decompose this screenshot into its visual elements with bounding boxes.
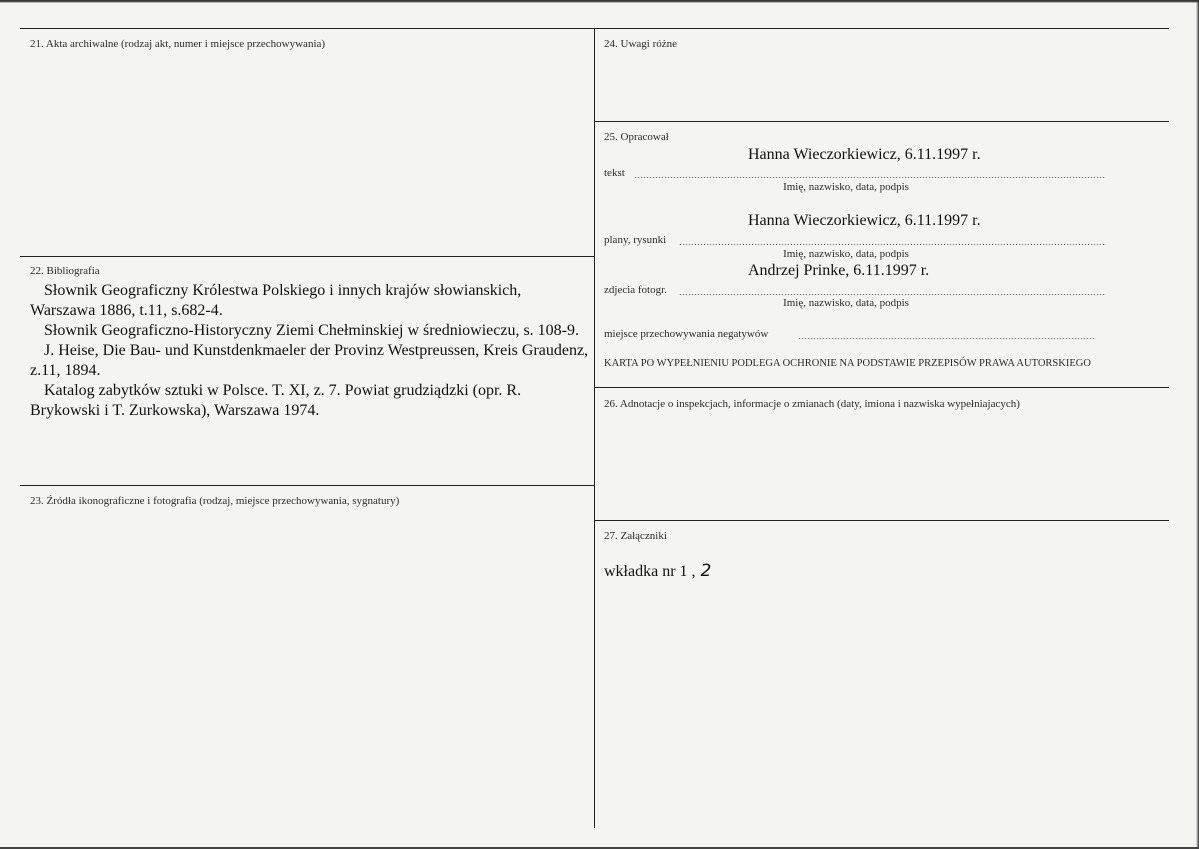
bibliography-entry: Słownik Geograficzny Królestwa Polskiego i innych krajów słowianskich, Warszawa 1886, t.11, s.682-4. [30, 282, 522, 319]
tekst-caption: Imię, nazwisko, data, podpis [783, 181, 909, 193]
plany-caption: Imię, nazwisko, data, podpis [783, 248, 909, 260]
divider-21-22 [20, 256, 594, 257]
bibliography-entry: J. Heise, Die Bau- und Kunstdenkmaeler der Provinz Westpreussen, Kreis Graudenz, z.11, 1894. [30, 342, 589, 379]
scan-edge-top [0, 0, 1199, 3]
tekst-dotted-line [634, 177, 1105, 178]
tekst-value: Hanna Wieczorkiewicz, 6.11.1997 r. [748, 146, 981, 163]
attachments-handwritten: 2 [700, 561, 712, 581]
bibliography-entry: Słownik Geograficzno-Historyczny Ziemi Chełminskiej w średniowieczu, s. 108-9. [44, 322, 579, 339]
zdjecia-label: zdjecia fotogr. [604, 284, 667, 296]
zdjecia-dotted-line [679, 294, 1106, 295]
tekst-label: tekst [604, 167, 625, 179]
copyright-note: KARTA PO WYPEŁNIENIU PODLEGA OCHRONIE NA PODSTAWIE PRZEPISÓW PRAWA AUTORSKIEGO [604, 358, 1091, 369]
zdjecia-caption: Imię, nazwisko, data, podpis [783, 297, 909, 309]
attachments-typed: wkładka nr 1 , [604, 563, 696, 580]
section-22-label: 22. Bibliografia [30, 265, 100, 277]
divider-26-27 [594, 520, 1169, 521]
section-23-label: 23. Źródła ikonograficzne i fotografia (rodzaj, miejsce przechowywania, sygnatury) [30, 495, 400, 507]
divider-24-25 [594, 121, 1169, 122]
section-26-label: 26. Adnotacje o inspekcjach, informacje o zmianach (daty, imiona i nazwiska wypełniajacych) [604, 398, 1020, 410]
section-24-label: 24. Uwagi różne [604, 38, 678, 50]
divider-22-23 [20, 485, 594, 486]
divider-25-26 [594, 387, 1169, 388]
negatives-dotted-line [798, 338, 1096, 339]
negatives-label: miejsce przechowywania negatywów [604, 328, 769, 340]
bibliography-list [30, 281, 590, 421]
plany-value: Hanna Wieczorkiewicz, 6.11.1997 r. [748, 212, 981, 229]
section-21-label: 21. Akta archiwalne (rodzaj akt, numer i miejsce przechowywania) [30, 38, 326, 50]
plany-label: plany, rysunki [604, 234, 667, 246]
section-25-label: 25. Opracował [604, 131, 669, 143]
bibliography-entry: Katalog zabytków sztuki w Polsce. T. XI, z. 7. Powiat grudziądzki (opr. R. Brykowski i T. Zurkowska), Warszawa 1974. [30, 382, 522, 419]
zdjecia-value: Andrzej Prinke, 6.11.1997 r. [748, 262, 930, 279]
section-27-label: 27. Załączniki [604, 530, 667, 542]
plany-dotted-line [679, 244, 1106, 245]
center-divider [594, 28, 595, 828]
attachments-value [604, 561, 711, 582]
